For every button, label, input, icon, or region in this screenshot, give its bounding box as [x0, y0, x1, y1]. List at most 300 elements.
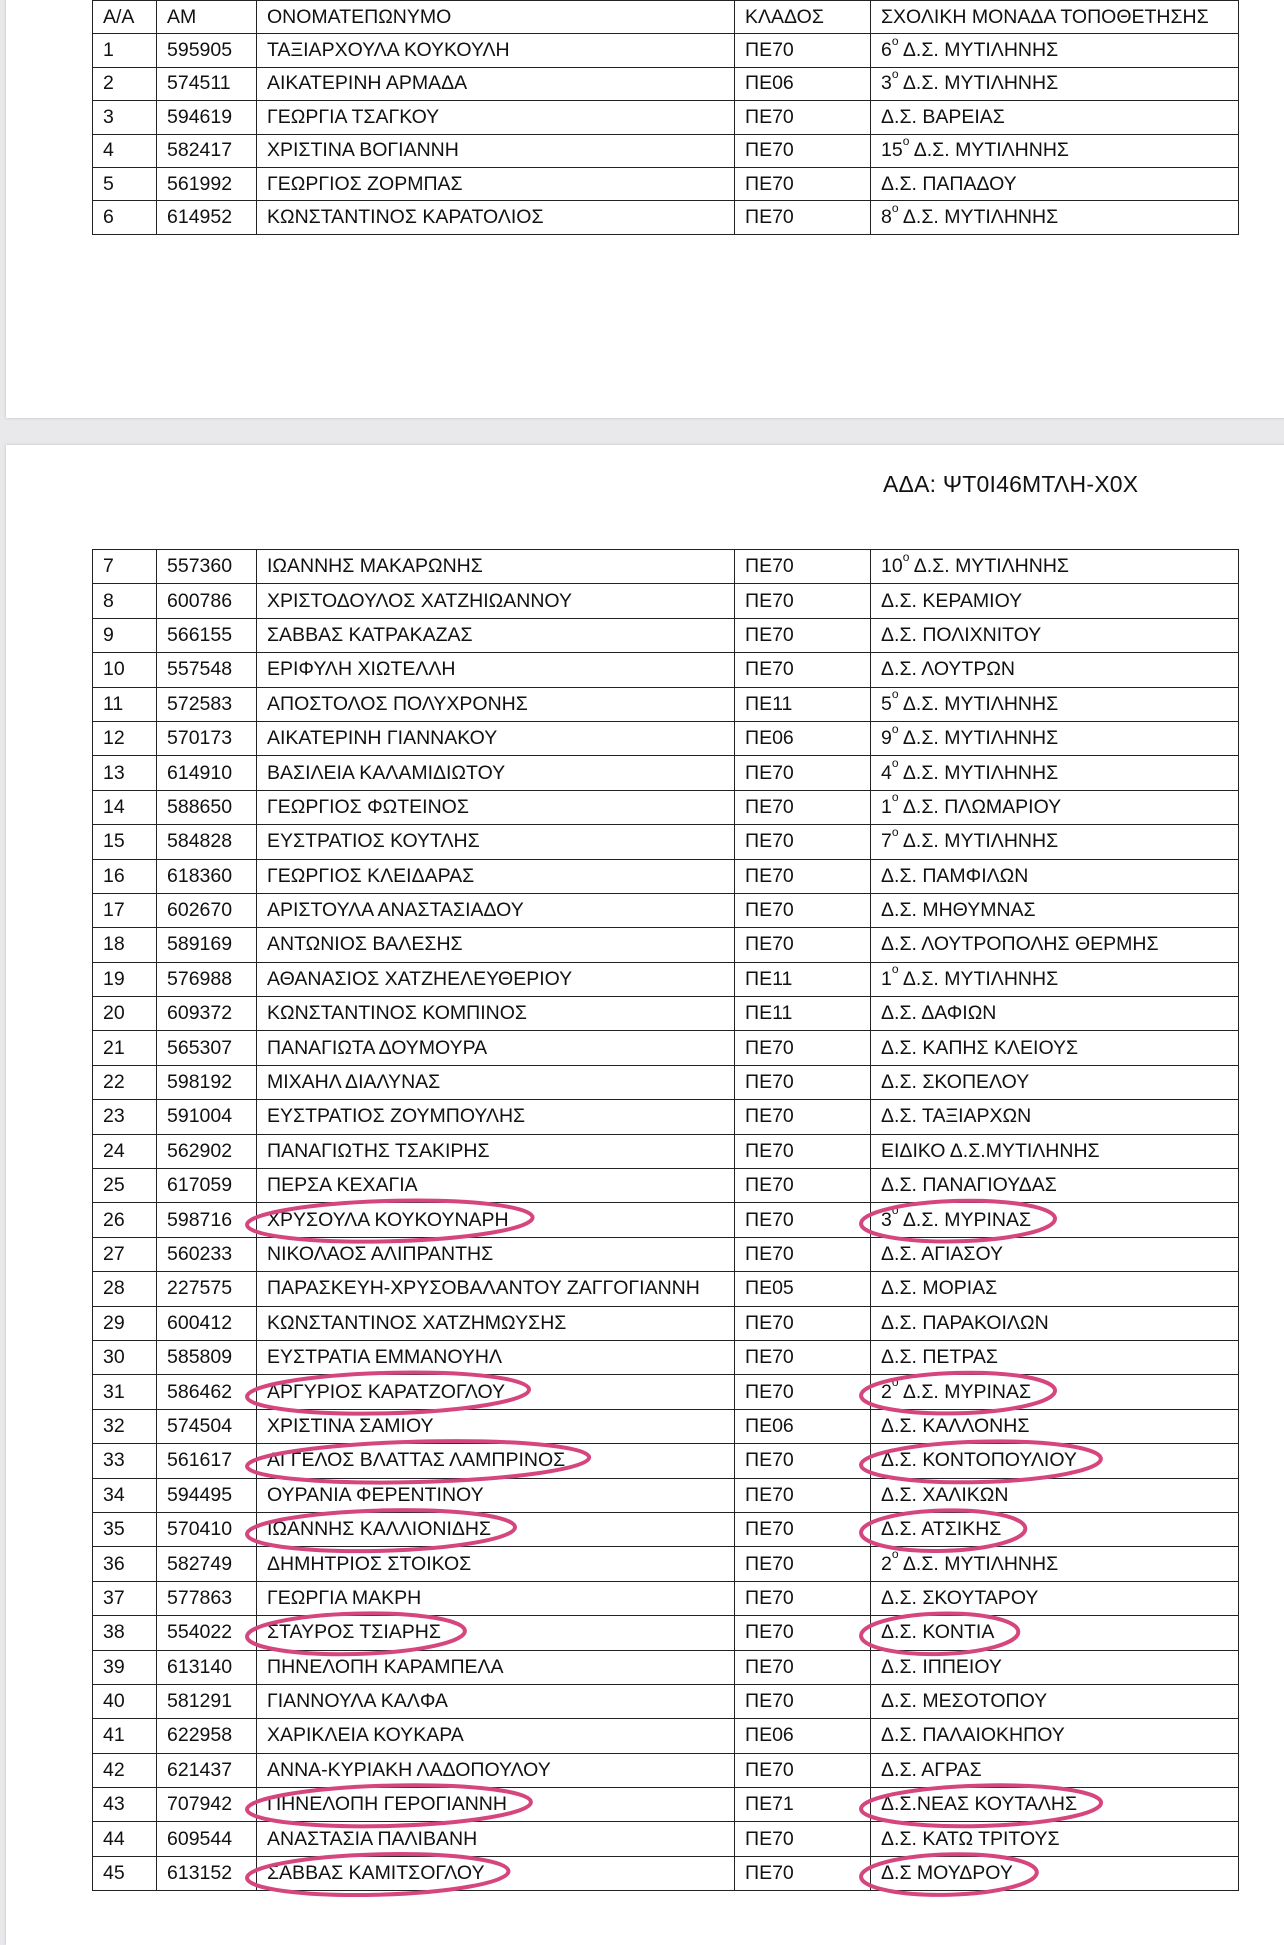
cell-am: 621437	[157, 1753, 257, 1787]
table-row	[93, 1237, 1239, 1271]
cell-aa: 36	[93, 1547, 157, 1581]
cell-aa: 15	[93, 825, 157, 859]
ordinal-number: 5	[881, 692, 892, 715]
ordinal-suffix: ο	[902, 134, 910, 148]
school-name: Δ.Σ. ΣΚΟΠΕΛΟΥ	[881, 1071, 1030, 1094]
cell-klados: ΠΕ06	[735, 721, 871, 755]
cell-school	[871, 1753, 1239, 1787]
cell-aa: 29	[93, 1306, 157, 1340]
cell-am: 600412	[157, 1306, 257, 1340]
table-row	[93, 825, 1239, 859]
table-row	[93, 1753, 1239, 1787]
ordinal-suffix: ο	[891, 1375, 899, 1390]
cell-name: ΑΙΚΑΤΕΡΙΝΗ ΓΙΑΝΝΑΚΟΥ	[257, 721, 735, 755]
cell-am: 585809	[157, 1340, 257, 1374]
cell-am: 554022	[157, 1616, 257, 1650]
cell-am: 565307	[157, 1031, 257, 1065]
cell-am: 594495	[157, 1478, 257, 1512]
school-name: Δ.Σ. ΠΛΩΜΑΡΙΟΥ	[902, 795, 1062, 818]
table-row	[93, 1581, 1239, 1615]
cell-klados: ΠΕ70	[735, 1340, 871, 1374]
cell-klados: ΠΕ70	[735, 1306, 871, 1340]
cell-name: ΜΙΧΑΗΛ ΔΙΑΛΥΝΑΣ	[257, 1065, 735, 1099]
cell-school	[871, 1478, 1239, 1512]
cell-school	[871, 1719, 1239, 1753]
cell-klados: ΠΕ06	[735, 1409, 871, 1443]
cell-school	[871, 1684, 1239, 1718]
cell-name: ΠΑΡΑΣΚΕΥΗ-ΧΡΥΣΟΒΑΛΑΝΤΟΥ ΖΑΓΓΟΓΙΑΝΝΗ	[257, 1272, 735, 1306]
cell-school	[871, 67, 1239, 100]
cell-name: ΙΩΑΝΝΗΣ ΜΑΚΑΡΩΝΗΣ	[257, 550, 735, 584]
cell-klados: ΠΕ70	[735, 1822, 871, 1856]
cell-klados: ΠΕ70	[735, 653, 871, 687]
table-row	[93, 687, 1239, 721]
school-name: Δ.Σ. ΚΑΤΩ ΤΡΙΤΟΥΣ	[881, 1827, 1060, 1850]
cell-klados: ΠΕ06	[735, 67, 871, 100]
cell-klados: ΠΕ70	[735, 618, 871, 652]
cell-klados: ΠΕ70	[735, 1375, 871, 1409]
cell-am: 572583	[157, 687, 257, 721]
cell-school	[871, 687, 1239, 721]
cell-aa: 8	[93, 584, 157, 618]
cell-school	[871, 618, 1239, 652]
table-row	[93, 1478, 1239, 1512]
cell-name: ΧΡΙΣΤΟΔΟΥΛΟΣ ΧΑΤΖΗΙΩΑΝΝΟΥ	[257, 584, 735, 618]
cell-school	[871, 756, 1239, 790]
cell-school	[871, 1444, 1239, 1478]
school-name: Δ.Σ. ΑΓΙΑΣΟΥ	[881, 1243, 1004, 1265]
cell-school	[871, 928, 1239, 962]
document-page-2	[6, 445, 1284, 1945]
table-row	[93, 201, 1239, 234]
cell-aa: 41	[93, 1719, 157, 1753]
table-row	[93, 893, 1239, 927]
ordinal-suffix: ο	[891, 790, 899, 805]
cell-aa: 26	[93, 1203, 157, 1237]
ordinal-number: 6	[881, 39, 892, 62]
school-name: Δ.Σ. ΚΕΡΑΜΙΟΥ	[881, 589, 1023, 612]
cell-aa: 16	[93, 859, 157, 893]
header-school: ΣΧΟΛΙΚΗ ΜΟΝΑΔΑ ΤΟΠΟΘΕΤΗΣΗΣ	[871, 1, 1239, 34]
cell-aa: 23	[93, 1100, 157, 1134]
cell-klados: ΠΕ70	[735, 1512, 871, 1546]
cell-am: 613140	[157, 1650, 257, 1684]
cell-aa: 27	[93, 1237, 157, 1271]
school-name: Δ.Σ. ΛΟΥΤΡΩΝ	[881, 658, 1015, 681]
school-name: Δ.Σ. ΜΥΤΙΛΗΝΗΣ	[902, 39, 1059, 62]
cell-school	[871, 1788, 1239, 1822]
cell-name: ΕΥΣΤΡΑΤΙΟΣ ΖΟΥΜΠΟΥΛΗΣ	[257, 1100, 735, 1134]
table-row	[93, 1031, 1239, 1065]
cell-klados: ΠΕ70	[735, 1684, 871, 1718]
ordinal-number: 3	[881, 72, 892, 95]
school-name: Δ.Σ. ΚΟΝΤΙΑ	[881, 1621, 995, 1644]
table-row	[93, 997, 1239, 1031]
table-row	[93, 653, 1239, 687]
cell-aa: 6	[93, 201, 157, 234]
cell-klados: ΠΕ70	[735, 550, 871, 584]
school-name: Δ.Σ. ΠΑΡΑΚΟΙΛΩΝ	[881, 1311, 1049, 1334]
cell-am: 584828	[157, 825, 257, 859]
table-row	[93, 167, 1239, 200]
cell-name: ΑΝΑΣΤΑΣΙΑ ΠΑΛΙΒΑΝΗ	[257, 1822, 735, 1856]
cell-aa: 3	[93, 101, 157, 134]
cell-school	[871, 790, 1239, 824]
cell-am: 570173	[157, 721, 257, 755]
school-name: Δ.Σ. ΔΑΦΙΩΝ	[881, 1002, 997, 1025]
cell-aa: 42	[93, 1753, 157, 1787]
cell-school	[871, 721, 1239, 755]
school-name: Δ.Σ. ΠΑΛΑΙΟΚΗΠΟΥ	[881, 1724, 1065, 1747]
table-row	[93, 1169, 1239, 1203]
school-name: Δ.Σ. ΒΑΡΕΙΑΣ	[881, 105, 1005, 128]
cell-school	[871, 1134, 1239, 1168]
cell-school	[871, 962, 1239, 996]
cell-am: 600786	[157, 584, 257, 618]
school-name: Δ.Σ. ΚΟΝΤΟΠΟΥΛΙΟΥ	[881, 1449, 1077, 1472]
cell-klados: ΠΕ06	[735, 1719, 871, 1753]
cell-name: ΑΙΚΑΤΕΡΙΝΗ ΑΡΜΑΔΑ	[257, 67, 735, 100]
cell-aa: 11	[93, 687, 157, 721]
cell-name: ΣΑΒΒΑΣ ΚΑΜΙΤΣΟΓΛΟΥ	[257, 1856, 735, 1890]
ordinal-number: 2	[881, 1552, 892, 1575]
cell-am: 588650	[157, 790, 257, 824]
school-name: Δ.Σ. ΛΟΥΤΡΟΠΟΛΗΣ ΘΕΡΜΗΣ	[881, 933, 1159, 956]
cell-school	[871, 1340, 1239, 1374]
cell-school	[871, 1856, 1239, 1890]
cell-am: 566155	[157, 618, 257, 652]
cell-klados: ΠΕ70	[735, 859, 871, 893]
cell-aa: 22	[93, 1065, 157, 1099]
cell-name: ΓΙΑΝΝΟΥΛΑ ΚΑΛΦΑ	[257, 1684, 735, 1718]
ada-code: ΑΔΑ: ΨΤ0Ι46ΜΤΛΗ-Χ0Χ	[883, 471, 1139, 497]
cell-aa: 37	[93, 1581, 157, 1615]
cell-school	[871, 550, 1239, 584]
cell-name: ΣΤΑΥΡΟΣ ΤΣΙΑΡΗΣ	[257, 1616, 735, 1650]
cell-klados: ΠΕ70	[735, 928, 871, 962]
cell-klados: ΠΕ70	[735, 167, 871, 200]
table-row	[93, 1272, 1239, 1306]
cell-school	[871, 893, 1239, 927]
cell-am: 598716	[157, 1203, 257, 1237]
cell-klados: ΠΕ70	[735, 1169, 871, 1203]
cell-am: 576988	[157, 962, 257, 996]
cell-klados: ΠΕ70	[735, 1650, 871, 1684]
cell-aa: 40	[93, 1684, 157, 1718]
cell-aa: 31	[93, 1375, 157, 1409]
cell-am: 617059	[157, 1169, 257, 1203]
cell-school	[871, 34, 1239, 67]
school-name: Δ.Σ. ΜΥΤΙΛΗΝΗΣ	[913, 139, 1069, 162]
cell-klados: ΠΕ70	[735, 1134, 871, 1168]
school-name: Δ.Σ. ΧΑΛΙΚΩΝ	[881, 1483, 1009, 1506]
school-name: Δ.Σ. ΜΥΤΙΛΗΝΗΣ	[902, 72, 1059, 95]
cell-name: ΓΕΩΡΓΙΑ ΤΣΑΓΚΟΥ	[257, 101, 735, 134]
cell-aa: 45	[93, 1856, 157, 1890]
cell-school	[871, 167, 1239, 200]
ordinal-suffix: ο	[891, 824, 899, 839]
cell-klados: ΠΕ70	[735, 893, 871, 927]
school-name: Δ.Σ.ΝΕΑΣ ΚΟΥΤΑΛΗΣ	[881, 1793, 1078, 1816]
cell-school	[871, 1822, 1239, 1856]
cell-am: 598192	[157, 1065, 257, 1099]
cell-aa: 44	[93, 1822, 157, 1856]
cell-klados: ΠΕ70	[735, 1065, 871, 1099]
cell-am: 594619	[157, 101, 257, 134]
cell-am: 577863	[157, 1581, 257, 1615]
cell-aa: 13	[93, 756, 157, 790]
cell-klados: ΠΕ70	[735, 1478, 871, 1512]
cell-aa: 28	[93, 1272, 157, 1306]
ordinal-suffix: ο	[891, 67, 899, 81]
school-name: Δ.Σ. ΠΟΛΙΧΝΙΤΟΥ	[881, 623, 1042, 646]
cell-klados: ΠΕ70	[735, 1031, 871, 1065]
cell-klados: ΠΕ70	[735, 756, 871, 790]
table-row	[93, 790, 1239, 824]
cell-klados: ΠΕ70	[735, 1581, 871, 1615]
cell-aa: 12	[93, 721, 157, 755]
document-page-1	[6, 0, 1284, 418]
table-row	[93, 1547, 1239, 1581]
school-name: Δ.Σ. ΜΥΤΙΛΗΝΗΣ	[902, 1552, 1059, 1575]
ordinal-number: 8	[881, 206, 892, 229]
cell-name: ΒΑΣΙΛΕΙΑ ΚΑΛΑΜΙΔΙΩΤΟΥ	[257, 756, 735, 790]
table-row	[93, 859, 1239, 893]
table-row	[93, 1409, 1239, 1443]
cell-aa: 5	[93, 167, 157, 200]
school-name: Δ.Σ. ΑΤΣΙΚΗΣ	[881, 1518, 1002, 1541]
cell-am: 574504	[157, 1409, 257, 1443]
cell-name: ΧΡΥΣΟΥΛΑ ΚΟΥΚΟΥΝΑΡΗ	[257, 1203, 735, 1237]
table-row	[93, 1340, 1239, 1374]
cell-aa: 43	[93, 1788, 157, 1822]
table-row	[93, 1650, 1239, 1684]
table-row	[93, 1616, 1239, 1650]
cell-klados: ΠΕ70	[735, 1616, 871, 1650]
cell-klados: ΠΕ71	[735, 1788, 871, 1822]
cell-aa: 1	[93, 34, 157, 67]
cell-name: ΑΓΓΕΛΟΣ ΒΛΑΤΤΑΣ ΛΑΜΠΡΙΝΟΣ	[257, 1444, 735, 1478]
cell-am: 622958	[157, 1719, 257, 1753]
ordinal-suffix: ο	[891, 200, 899, 215]
cell-school	[871, 1031, 1239, 1065]
ordinal-number: 10	[881, 555, 903, 578]
table-row	[93, 1203, 1239, 1237]
school-name: Δ.Σ. ΚΑΠΗΣ ΚΛΕΙΟΥΣ	[881, 1036, 1079, 1059]
cell-name: ΑΝΝΑ-ΚΥΡΙΑΚΗ ΛΑΔΟΠΟΥΛΟΥ	[257, 1753, 735, 1787]
cell-klados: ΠΕ70	[735, 134, 871, 167]
cell-name: ΣΑΒΒΑΣ ΚΑΤΡΑΚΑΖΑΣ	[257, 618, 735, 652]
school-name: Δ.Σ. ΜΥΤΙΛΗΝΗΣ	[902, 967, 1059, 990]
cell-aa: 17	[93, 893, 157, 927]
cell-name: ΓΕΩΡΓΙΑ ΜΑΚΡΗ	[257, 1581, 735, 1615]
table-row	[93, 34, 1239, 67]
school-name: Δ.Σ. ΜΥΤΙΛΗΝΗΣ	[913, 555, 1069, 578]
cell-am: 614952	[157, 201, 257, 234]
school-name: Δ.Σ. ΚΑΛΛΟΝΗΣ	[881, 1414, 1030, 1437]
cell-school	[871, 584, 1239, 618]
ordinal-suffix: ο	[891, 756, 899, 771]
cell-school	[871, 201, 1239, 234]
ordinal-suffix: ο	[891, 33, 899, 48]
cell-klados: ΠΕ70	[735, 1237, 871, 1271]
cell-name: ΠΑΝΑΓΙΩΤΗΣ ΤΣΑΚΙΡΗΣ	[257, 1134, 735, 1168]
cell-school	[871, 1581, 1239, 1615]
cell-am: 613152	[157, 1856, 257, 1890]
cell-name: ΤΑΞΙΑΡΧΟΥΛΑ ΚΟΥΚΟΥΛΗ	[257, 34, 735, 67]
cell-klados: ΠΕ70	[735, 34, 871, 67]
cell-school	[871, 1650, 1239, 1684]
table-row	[93, 1684, 1239, 1718]
cell-am: 707942	[157, 1788, 257, 1822]
cell-school	[871, 134, 1239, 167]
cell-name: ΓΕΩΡΓΙΟΣ ΖΟΡΜΠΑΣ	[257, 167, 735, 200]
header-aa: Α/Α	[93, 1, 157, 34]
cell-klados: ΠΕ70	[735, 1444, 871, 1478]
ordinal-number: 1	[881, 795, 892, 818]
cell-am: 570410	[157, 1512, 257, 1546]
school-name: Δ.Σ. ΜΥΤΙΛΗΝΗΣ	[902, 727, 1059, 750]
table-row	[93, 550, 1239, 584]
ordinal-number: 4	[881, 761, 892, 784]
cell-name: ΓΕΩΡΓΙΟΣ ΚΛΕΙΔΑΡΑΣ	[257, 859, 735, 893]
school-name: Δ.Σ. ΜΥΤΙΛΗΝΗΣ	[902, 761, 1059, 784]
cell-am: 609544	[157, 1822, 257, 1856]
cell-name: ΑΘΑΝΑΣΙΟΣ ΧΑΤΖΗΕΛΕΥΘΕΡΙΟΥ	[257, 962, 735, 996]
cell-am: 557548	[157, 653, 257, 687]
ordinal-number: 9	[881, 727, 892, 750]
cell-aa: 20	[93, 997, 157, 1031]
cell-school	[871, 1065, 1239, 1099]
ordinal-number: 7	[881, 830, 892, 853]
school-name: Δ.Σ. ΜΥΤΙΛΗΝΗΣ	[902, 830, 1059, 853]
cell-school	[871, 1203, 1239, 1237]
cell-name: ΠΗΝΕΛΟΠΗ ΚΑΡΑΜΠΕΛΑ	[257, 1650, 735, 1684]
cell-name: ΚΩΝΣΤΑΝΤΙΝΟΣ ΚΑΡΑΤΟΛΙΟΣ	[257, 201, 735, 234]
cell-name: ΑΠΟΣΤΟΛΟΣ ΠΟΛΥΧΡΟΝΗΣ	[257, 687, 735, 721]
cell-am: 560233	[157, 1237, 257, 1271]
cell-name: ΧΑΡΙΚΛΕΙΑ ΚΟΥΚΑΡΑ	[257, 1719, 735, 1753]
ordinal-number: 2	[881, 1380, 892, 1403]
cell-aa: 39	[93, 1650, 157, 1684]
cell-am: 561617	[157, 1444, 257, 1478]
cell-am: 609372	[157, 997, 257, 1031]
cell-klados: ΠΕ11	[735, 962, 871, 996]
cell-school	[871, 825, 1239, 859]
table-row	[93, 962, 1239, 996]
cell-school	[871, 101, 1239, 134]
cell-am: 561992	[157, 167, 257, 200]
cell-am: 582749	[157, 1547, 257, 1581]
table-row	[93, 1065, 1239, 1099]
cell-am: 602670	[157, 893, 257, 927]
cell-name: ΠΑΝΑΓΙΩΤΑ ΔΟΥΜΟΥΡΑ	[257, 1031, 735, 1065]
cell-am: 574511	[157, 67, 257, 100]
cell-name: ΕΥΣΤΡΑΤΙΟΣ ΚΟΥΤΛΗΣ	[257, 825, 735, 859]
cell-aa: 10	[93, 653, 157, 687]
cell-name: ΕΡΙΦΥΛΗ ΧΙΩΤΕΛΛΗ	[257, 653, 735, 687]
cell-aa: 4	[93, 134, 157, 167]
school-name: Δ.Σ. ΜΗΘΥΜΝΑΣ	[881, 899, 1036, 922]
cell-am: 582417	[157, 134, 257, 167]
cell-school	[871, 1169, 1239, 1203]
school-name: Δ.Σ. ΤΑΞΙΑΡΧΩΝ	[881, 1105, 1032, 1128]
cell-am: 562902	[157, 1134, 257, 1168]
cell-aa: 35	[93, 1512, 157, 1546]
school-name: Δ.Σ. ΙΠΠΕΙΟΥ	[881, 1655, 1002, 1678]
cell-am: 557360	[157, 550, 257, 584]
cell-klados: ΠΕ11	[735, 687, 871, 721]
cell-school	[871, 1306, 1239, 1340]
cell-name: ΓΕΩΡΓΙΟΣ ΦΩΤΕΙΝΟΣ	[257, 790, 735, 824]
cell-aa: 32	[93, 1409, 157, 1443]
cell-klados: ΠΕ70	[735, 825, 871, 859]
cell-name: ΑΡΙΣΤΟΥΛΑ ΑΝΑΣΤΑΣΙΑΔΟΥ	[257, 893, 735, 927]
cell-am: 595905	[157, 34, 257, 67]
cell-name: ΝΙΚΟΛΑΟΣ ΑΛΙΠΡΑΝΤΗΣ	[257, 1237, 735, 1271]
cell-school	[871, 1237, 1239, 1271]
cell-aa: 33	[93, 1444, 157, 1478]
ordinal-suffix: ο	[902, 549, 910, 564]
school-name: Δ.Σ. ΑΓΡΑΣ	[881, 1758, 982, 1781]
cell-name: ΑΝΤΩΝΙΟΣ ΒΑΛΕΣΗΣ	[257, 928, 735, 962]
cell-school	[871, 1100, 1239, 1134]
cell-klados: ΠΕ70	[735, 1203, 871, 1237]
ordinal-number: 3	[881, 1208, 892, 1231]
cell-klados: ΠΕ05	[735, 1272, 871, 1306]
table-row	[93, 134, 1239, 167]
table-row	[93, 1788, 1239, 1822]
cell-school	[871, 859, 1239, 893]
cell-klados: ΠΕ70	[735, 1547, 871, 1581]
ordinal-suffix: ο	[891, 1203, 899, 1218]
cell-aa: 7	[93, 550, 157, 584]
ordinal-suffix: ο	[891, 1547, 899, 1562]
table-row	[93, 584, 1239, 618]
ordinal-suffix: ο	[891, 962, 899, 977]
ordinal-suffix: ο	[891, 687, 899, 702]
cell-klados: ΠΕ70	[735, 790, 871, 824]
cell-klados: ΠΕ70	[735, 584, 871, 618]
table-row	[93, 1100, 1239, 1134]
cell-klados: ΠΕ11	[735, 997, 871, 1031]
header-am: ΑΜ	[157, 1, 257, 34]
placements-table-part1	[92, 0, 1239, 235]
cell-aa: 14	[93, 790, 157, 824]
cell-school	[871, 1547, 1239, 1581]
table-row	[93, 67, 1239, 100]
cell-klados: ΠΕ70	[735, 201, 871, 234]
cell-am: 591004	[157, 1100, 257, 1134]
school-name: Δ.Σ. ΜΥΡΙΝΑΣ	[902, 1380, 1032, 1403]
ordinal-number: 15	[881, 139, 903, 162]
cell-school	[871, 1616, 1239, 1650]
table-row	[93, 101, 1239, 134]
cell-name: ΚΩΝΣΤΑΝΤΙΝΟΣ ΚΟΜΠΙΝΟΣ	[257, 997, 735, 1031]
table-row	[93, 1375, 1239, 1409]
school-name: Δ.Σ. ΣΚΟΥΤΑΡΟΥ	[881, 1586, 1039, 1609]
table-row	[93, 1444, 1239, 1478]
cell-aa: 2	[93, 67, 157, 100]
school-name: ΕΙΔΙΚΟ Δ.Σ.ΜΥΤΙΛΗΝΗΣ	[881, 1139, 1100, 1162]
cell-name: ΠΗΝΕΛΟΠΗ ΓΕΡΟΓΙΑΝΝΗ	[257, 1788, 735, 1822]
cell-am: 581291	[157, 1684, 257, 1718]
cell-aa: 19	[93, 962, 157, 996]
school-name: Δ.Σ. ΠΕΤΡΑΣ	[881, 1346, 998, 1369]
cell-school	[871, 1375, 1239, 1409]
school-name: Δ.Σ. ΠΑΜΦΙΛΩΝ	[881, 864, 1029, 887]
cell-klados: ΠΕ70	[735, 101, 871, 134]
